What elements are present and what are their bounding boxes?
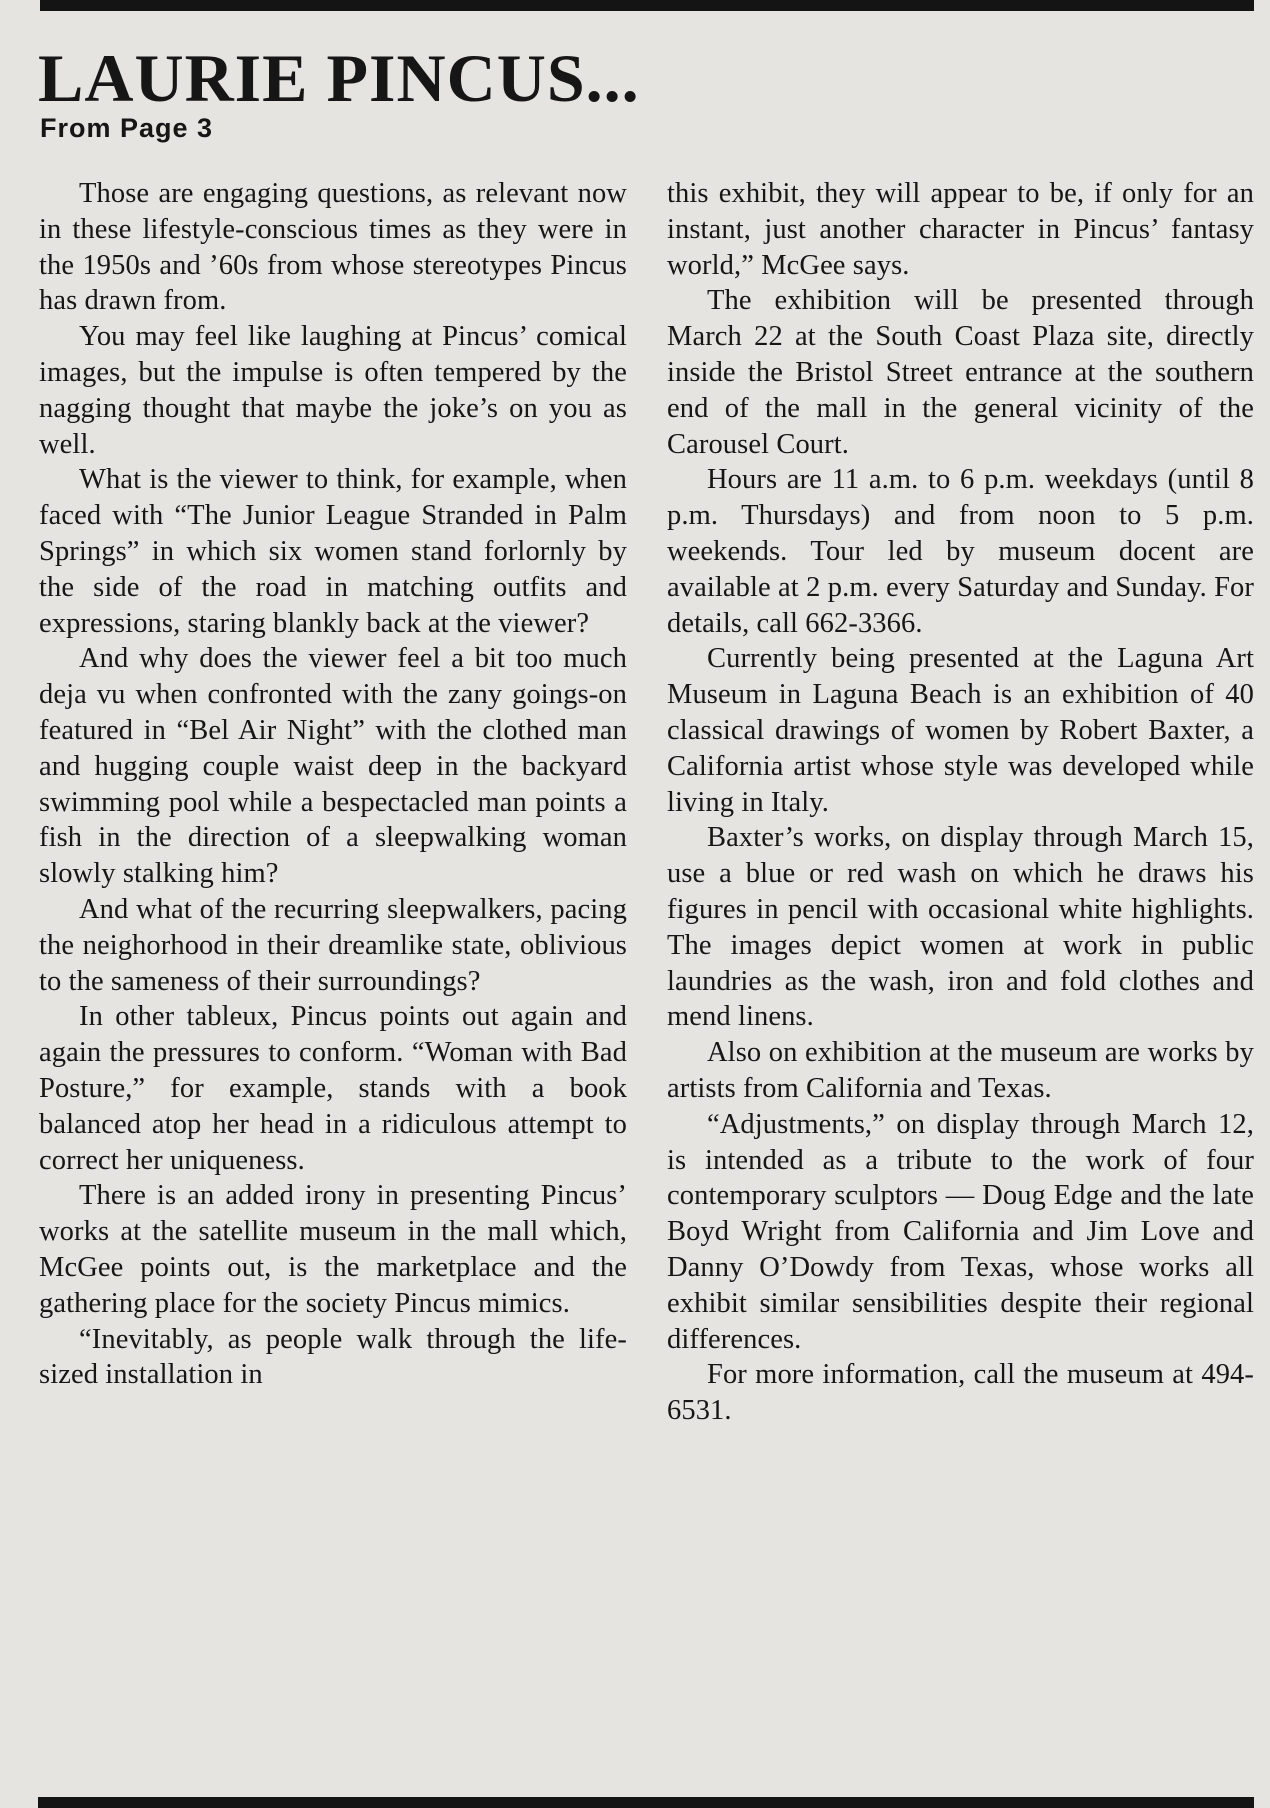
right-column bbox=[667, 176, 1254, 1429]
headline: LAURIE PINCUS... bbox=[38, 40, 640, 116]
paragraph: Those are engaging questions, as relevant now in these lifestyle-conscious times as they were in the 1950s and ’60s from whose stereotypes Pincus has drawn from. bbox=[39, 178, 627, 317]
paragraph: Also on exhibition at the museum are works by artists from California and Texas. bbox=[667, 1037, 1254, 1104]
paragraph: Hours are 11 a.m. to 6 p.m. weekdays (until 8 p.m. Thursdays) and from noon to 5 p.m. weekends. Tour led by museum docent are available at 2 p.m. every Saturday and Sunday. For details, call 662-3366. bbox=[667, 464, 1254, 639]
paragraph-continued: this exhibit, they will appear to be, if only for an instant, just another character in Pincus’ fantasy world,” McGee says. bbox=[667, 178, 1254, 281]
paragraph: What is the viewer to think, for example, when faced with “The Junior League Stranded in Palm Springs” in which six women stand forlornly by the side of the road in matching outfits and expressions, staring blankly back at the viewer? bbox=[39, 464, 627, 639]
bottom-rule bbox=[38, 1797, 1254, 1808]
continued-from-label: From Page 3 bbox=[40, 113, 214, 143]
paragraph: “Adjustments,” on display through March 12, is intended as a tribute to the work of four contemporary sculptors — Doug Edge and the late Boyd Wright from California and Jim Love and Danny O’Dowdy from Texas, whose works all exhibit similar sensibilities despite their regional differences. bbox=[667, 1108, 1254, 1355]
paragraph: Currently being presented at the Laguna Art Museum in Laguna Beach is an exhibition of 40 classical drawings of women by Robert Baxter, a California artist whose style was developed while living in Italy. bbox=[667, 643, 1254, 818]
paragraph: And what of the recurring sleepwalkers, pacing the neighorhood in their dreamlike state, oblivious to the sameness of their surroundings? bbox=[39, 893, 627, 997]
paragraph: For more information, call the museum at 494-6531. bbox=[667, 1359, 1254, 1427]
paragraph: You may feel like laughing at Pincus’ comical images, but the impulse is often tempered by the nagging thought that maybe the joke’s on you as well. bbox=[39, 321, 627, 460]
top-rule bbox=[40, 0, 1254, 11]
paragraph: Baxter’s works, on display through March 15, use a blue or red wash on which he draws his figures in pencil with occasional white highlights. The images depict women at work in public laundries as the wash, iron and fold clothes and mend linens. bbox=[667, 822, 1254, 1033]
paragraph: There is an added irony in presenting Pincus’ works at the satellite museum in the mall which, McGee points out, is the marketplace and the gathering place for the society Pincus mimics. bbox=[39, 1180, 627, 1319]
paragraph: “Inevitably, as people walk through the life-sized installation in bbox=[39, 1323, 627, 1391]
paragraph: In other tableux, Pincus points out again and again the pressures to conform. “Woman with Bad Posture,” for example, stands with a book balanced atop her head in a ridiculous attempt to correct her uniqueness. bbox=[39, 1001, 627, 1176]
paragraph: And why does the viewer feel a bit too much deja vu when confronted with the zany goings-on featured in “Bel Air Night” with the clothed man and hugging couple waist deep in the backyard swimming pool while a bespectacled man points a fish in the direction of a sleepwalking woman slowly stalking him? bbox=[39, 643, 627, 890]
paragraph: The exhibition will be presented through March 22 at the South Coast Plaza site, directly inside the Bristol Street entrance at the southern end of the mall in the general vicinity of the Carousel Court. bbox=[667, 285, 1254, 460]
left-column bbox=[39, 176, 627, 1393]
